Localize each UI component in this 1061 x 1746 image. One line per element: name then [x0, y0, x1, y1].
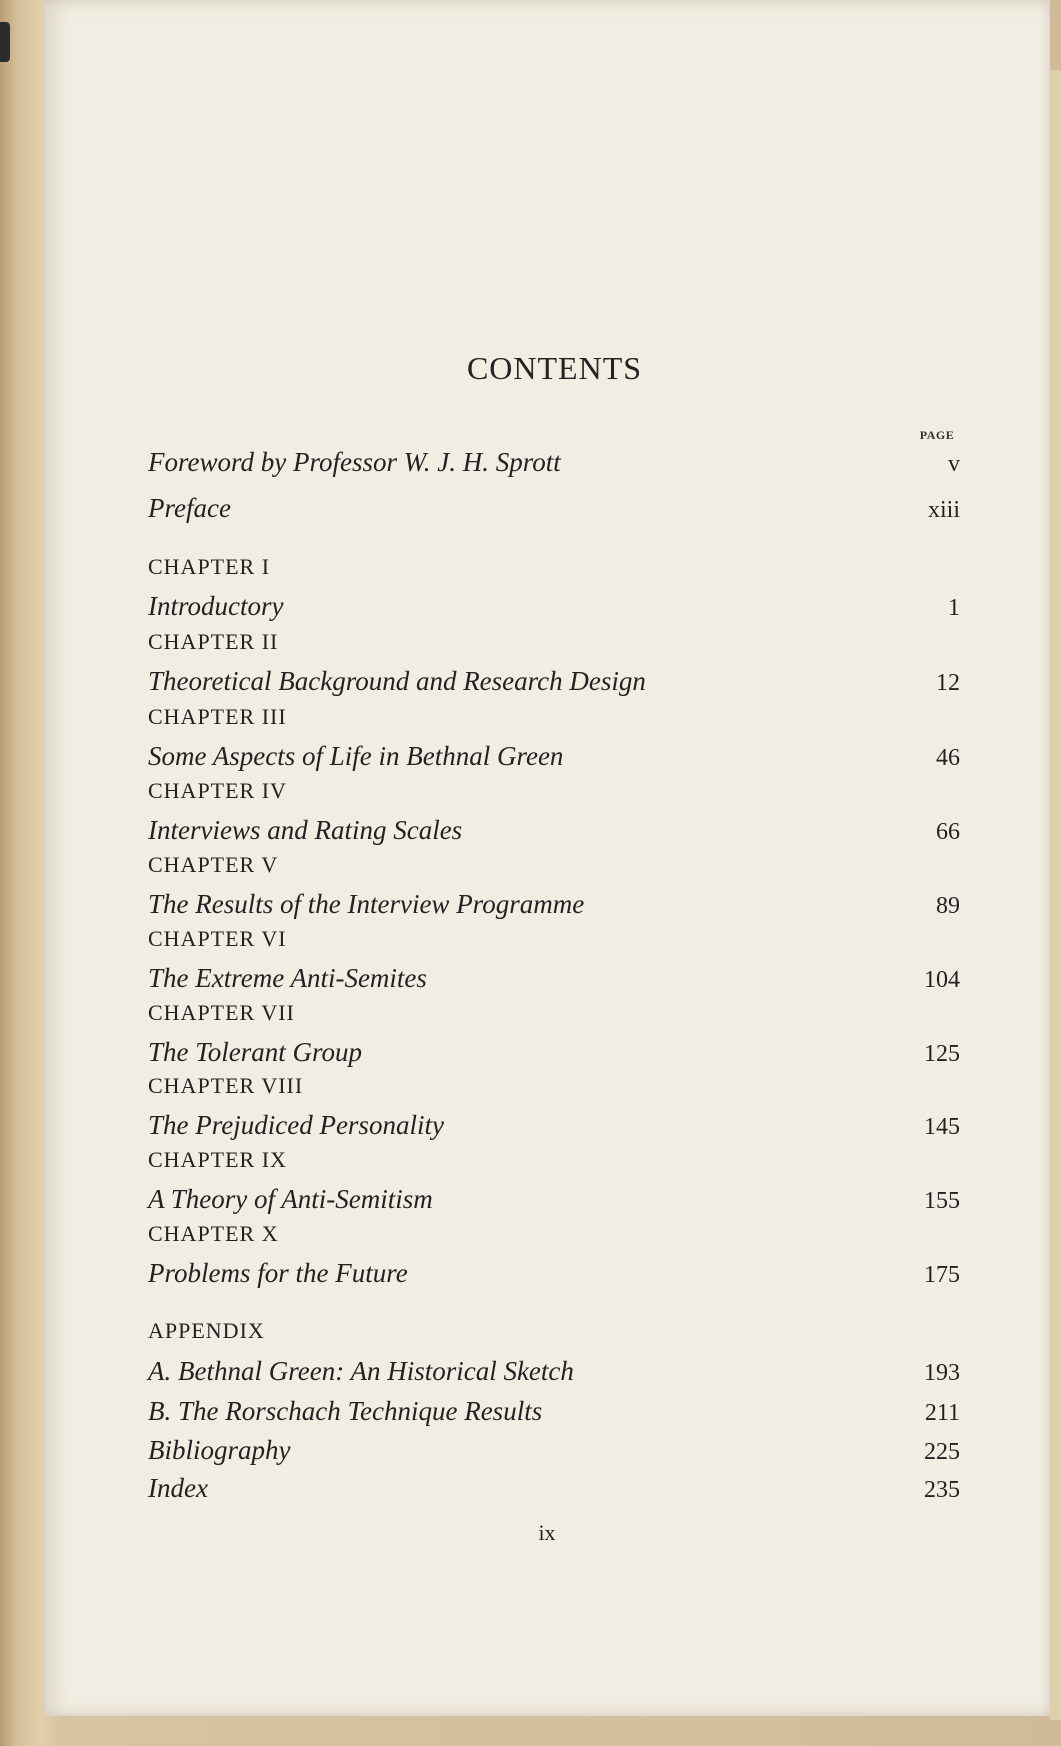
toc-entry-page: 104 [924, 967, 960, 993]
toc-entry-title: Bibliography [148, 1435, 291, 1465]
toc-entry-index [148, 1470, 960, 1504]
toc-entry-title: B. The Rorschach Technique Results [148, 1396, 543, 1426]
toc-entry-title: A. Bethnal Green: An Historical Sketch [148, 1356, 574, 1386]
contents-heading: CONTENTS [466, 350, 643, 386]
chapter-label: CHAPTER VIII [148, 1073, 304, 1098]
toc-entry-chapter-2 [148, 663, 960, 697]
chapter-label: CHAPTER X [148, 1221, 279, 1246]
toc-entry-title: The Results of the Interview Programme [148, 889, 585, 919]
chapter-label: CHAPTER IX [148, 1147, 287, 1172]
toc-entry-page: v [948, 451, 960, 477]
toc-entry-title: A Theory of Anti-Semitism [148, 1184, 433, 1214]
page-number-folio: ix [538, 1520, 556, 1545]
toc-entry-chapter-9 [148, 1181, 960, 1215]
toc-entry-page: 145 [924, 1114, 960, 1140]
chapter-label: CHAPTER III [148, 704, 287, 729]
toc-entry-page: xiii [927, 497, 960, 523]
appendix-label: APPENDIX [148, 1318, 265, 1343]
toc-entry-chapter-3 [148, 738, 960, 772]
toc-entry-page: 125 [924, 1041, 960, 1067]
page-edge-stack [1050, 70, 1061, 1720]
toc-entry-title: The Tolerant Group [148, 1037, 363, 1067]
toc-entry-page: 66 [936, 819, 960, 845]
toc-entry-chapter-7 [148, 1034, 960, 1068]
toc-entry-chapter-1 [148, 588, 960, 622]
toc-entry-page: 155 [924, 1188, 960, 1214]
toc-entry-foreword [148, 444, 960, 478]
toc-entry-appendix-a [148, 1353, 960, 1387]
toc-entry-page: 235 [924, 1477, 960, 1503]
toc-entry-page: 12 [936, 670, 960, 696]
toc-entry-appendix-b [148, 1393, 960, 1427]
toc-entry-page: 225 [924, 1439, 960, 1465]
toc-entry-title: Interviews and Rating Scales [148, 815, 463, 845]
toc-entry-chapter-4 [148, 812, 960, 846]
chapter-label: CHAPTER V [148, 852, 279, 877]
toc-entry-page: 1 [948, 595, 960, 621]
toc-entry-chapter-5 [148, 886, 960, 920]
toc-entry-preface [148, 490, 960, 524]
toc-entry-page: 175 [924, 1262, 960, 1288]
toc-entry-chapter-10 [148, 1255, 960, 1289]
toc-entry-title: Introductory [148, 591, 284, 621]
toc-entry-title: Theoretical Background and Research Design [148, 666, 646, 696]
chapter-label: CHAPTER IV [148, 778, 287, 803]
toc-entry-bibliography [148, 1432, 960, 1466]
toc-entry-title: Preface [148, 493, 231, 523]
toc-entry-page: 211 [924, 1400, 960, 1426]
toc-entry-chapter-6 [148, 960, 960, 994]
chapter-label: CHAPTER I [148, 554, 271, 579]
toc-entry-page: 89 [936, 893, 960, 919]
toc-entry-chapter-8 [148, 1107, 960, 1141]
book-page [44, 0, 1050, 1716]
toc-entry-title: Index [148, 1473, 208, 1503]
toc-entry-title: Problems for the Future [148, 1258, 408, 1288]
toc-entry-title: The Prejudiced Personality [148, 1110, 444, 1140]
toc-entry-page: 193 [924, 1360, 960, 1386]
chapter-label: CHAPTER VII [148, 1000, 295, 1025]
page-column-label: PAGE [919, 428, 955, 442]
toc-entry-page: 46 [936, 745, 960, 771]
toc-entry-title: Some Aspects of Life in Bethnal Green [148, 741, 564, 771]
chapter-label: CHAPTER II [148, 629, 279, 654]
toc-entry-title: Foreword by Professor W. J. H. Sprott [148, 447, 561, 477]
toc-entry-title: The Extreme Anti-Semites [148, 963, 427, 993]
chapter-label: CHAPTER VI [148, 926, 287, 951]
book-spine-edge [0, 22, 10, 62]
